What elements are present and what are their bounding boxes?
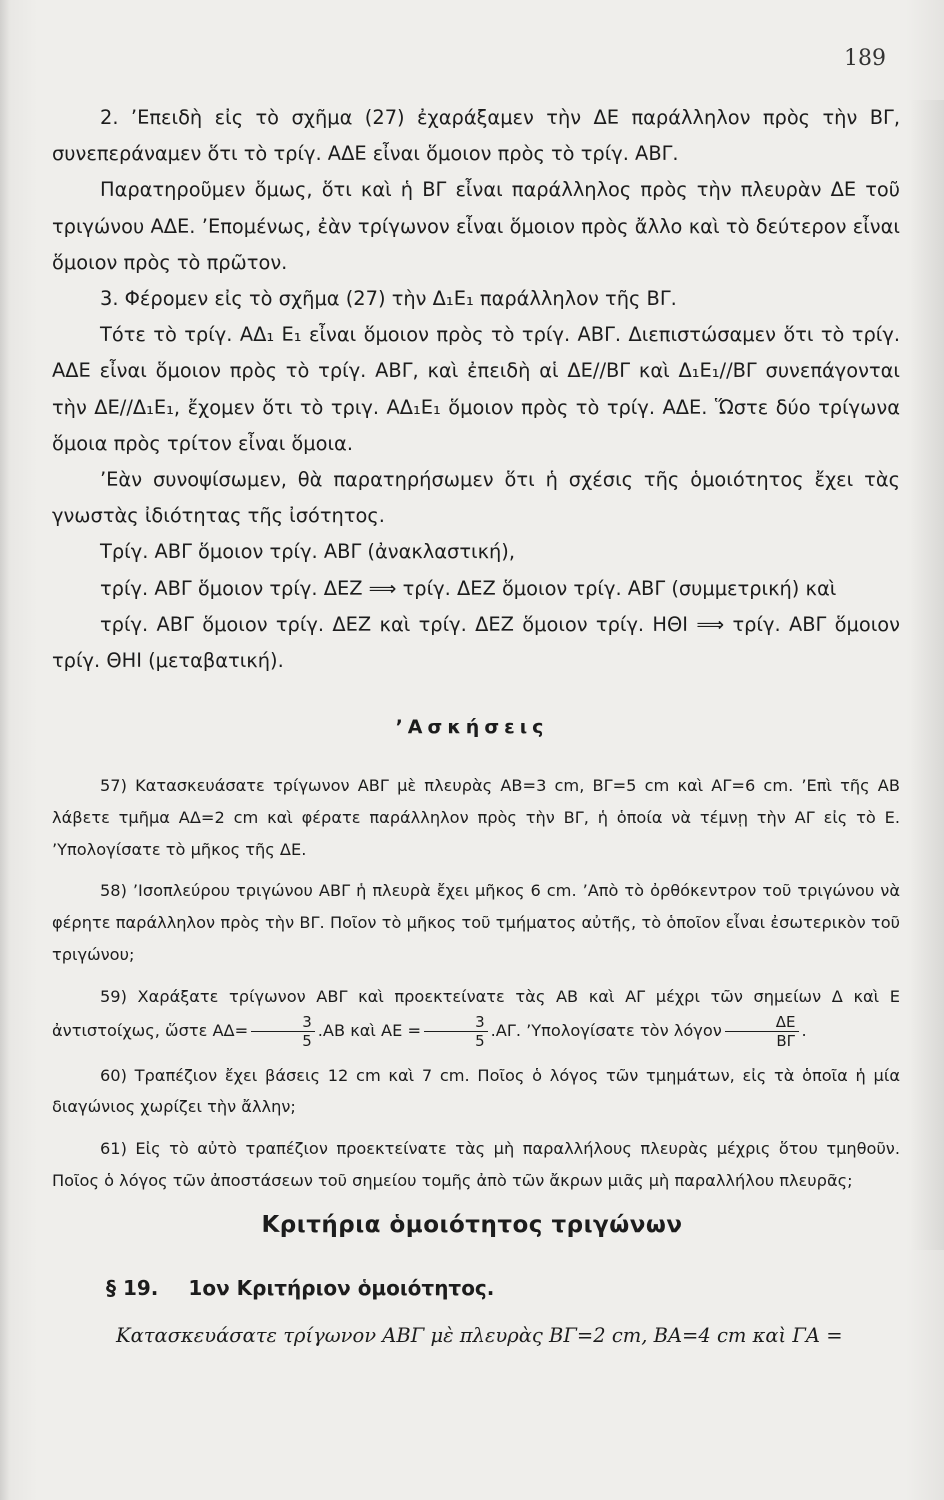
- fraction-denominator: 5: [475, 1031, 485, 1050]
- exercise-59-text-c: .ΑΓ. ’Υπολογίσατε τὸν λόγον: [490, 1020, 722, 1040]
- fraction-numerator: 3: [424, 1013, 488, 1032]
- fraction-denominator: ΒΓ: [776, 1031, 795, 1050]
- exercise-59-text-a: 59) Χαράξατε τρίγωνον ΑΒΓ καὶ προεκτείνατε τὰς ΑΒ καὶ ΑΓ μέχρι τῶν σημείων Δ καὶ Ε ἀντιστοίχως, ὥστε ΑΔ=: [52, 986, 900, 1040]
- fraction-three-fifths: [251, 1013, 315, 1050]
- paragraph-3: 3. Φέρομεν εἰς τὸ σχῆμα (27) τὴν Δ₁Ε₁ παράλληλον τῆς ΒΓ.: [100, 287, 677, 311]
- property-symmetric: τρίγ. ΑΒΓ ὅμοιον τρίγ. ΔΕΖ ⟹ τρίγ. ΔΕΖ ὅμοιον τρίγ. ΑΒΓ (συμμετρική) καὶ: [100, 576, 837, 600]
- property-reflexive: Τρίγ. ΑΒΓ ὅμοιον τρίγ. ΑΒΓ (ἀνακλαστική),: [100, 540, 516, 564]
- property-transitive: τρίγ. ΑΒΓ ὅμοιον τρίγ. ΔΕΖ καὶ τρίγ. ΔΕΖ ὅμοιον τρίγ. ΗΘΙ ⟹ τρίγ. ΑΒΓ ὅμοιον τρίγ. ΘΗΙ (μεταβατική).: [52, 612, 900, 673]
- exercise-59-text-b: .ΑΒ καὶ ΑΕ =: [317, 1020, 422, 1040]
- subsection-title: 1ον Κριτήριον ὁμοιότητος.: [188, 1276, 495, 1300]
- exercise-61: 61) Εἰς τὸ αὐτὸ τραπέζιον προεκτείνατε τὰς μὴ παραλλήλους πλευρὰς μέχρις ὅτου τμηθοῦν. Ποῖος ὁ λόγος τῶν ἀποστάσεων τοῦ σημείου τομῆς ἀπὸ τῶν ἄκρων μιᾶς μὴ παραλλήλου πλευρᾶς;: [52, 1139, 900, 1190]
- paragraph-observation: Παρατηροῦμεν ὅμως, ὅτι καὶ ἡ ΒΓ εἶναι παράλληλος πρὸς τὴν πλευρὰν ΔΕ τοῦ τριγώνου ΑΔΕ. ’Επομένως, ἐὰν τρίγωνον εἶναι ὅμοιον πρὸς ἄλλο καὶ τὸ δεύτερον εἶναι ὅμοιον πρὸς τὸ πρῶτον.: [52, 178, 900, 274]
- page-edge-shadow: [910, 100, 944, 1250]
- page-number: 189: [844, 46, 886, 71]
- exercise-59: [52, 981, 900, 1050]
- fraction-numerator: ΔΕ: [725, 1013, 799, 1032]
- page-gutter-shadow: [0, 0, 10, 1500]
- exercises-heading: ’Ασκήσεις: [395, 716, 549, 738]
- exercise-58: 58) ’Ισοπλεύρου τριγώνου ΑΒΓ ἡ πλευρὰ ἔχει μῆκος 6 cm. ’Απὸ τὸ ὀρθόκεντρον τοῦ τριγώνου νὰ φέρητε παράλληλον πρὸς τὴν ΒΓ. Ποῖον τὸ μῆκος τοῦ τμήματος αὐτῆς, τὸ ὁποῖον εἶναι ἐσωτερικὸν τοῦ τριγώνου;: [52, 881, 900, 964]
- fraction-denominator: 5: [302, 1031, 312, 1050]
- main-text: [52, 100, 900, 679]
- exercises-list: [52, 770, 900, 1207]
- fraction-de-over-bg: [725, 1013, 799, 1050]
- subsection-heading: [106, 1276, 494, 1300]
- paragraph-2: 2. ’Επειδὴ εἰς τὸ σχῆμα (27) ἐχαράξαμεν τὴν ΔΕ παράλληλον πρὸς τὴν ΒΓ, συνεπεράναμεν ὅτι τὸ τρίγ. ΑΔΕ εἶναι ὅμοιον πρὸς τὸ τρίγ. ΑΒΓ.: [52, 106, 900, 166]
- section-title: Κριτήρια ὁμοιότητος τριγώνων: [261, 1212, 683, 1238]
- construction-statement: Κατασκευάσατε τρίγωνον ΑΒΓ μὲ πλευρὰς ΒΓ=2 cm, ΒΑ=4 cm καὶ ΓΑ =: [116, 1324, 843, 1347]
- exercise-59-text-d: .: [801, 1020, 807, 1040]
- fraction-three-fifths: [424, 1013, 488, 1050]
- subsection-number: § 19.: [106, 1276, 159, 1300]
- exercise-57: 57) Κατασκευάσατε τρίγωνον ΑΒΓ μὲ πλευρὰς ΑΒ=3 cm, ΒΓ=5 cm καὶ ΑΓ=6 cm. ’Επὶ τῆς ΑΒ λάβετε τμῆμα ΑΔ=2 cm καὶ φέρατε παράλληλον πρὸς τὴν ΒΓ, ἡ ὁποία νὰ τέμνῃ τὴν ΑΓ εἰς τὸ Ε. ’Υπολογίσατε τὸ μῆκος τῆς ΔΕ.: [52, 776, 900, 859]
- exercise-60: 60) Τραπέζιον ἔχει βάσεις 12 cm καὶ 7 cm. Ποῖος ὁ λόγος τῶν τμημάτων, εἰς τὰ ὁποῖα ἡ μία διαγώνιος χωρίζει τὴν ἄλλην;: [52, 1065, 900, 1117]
- paragraph-summary: ’Εὰν συνοψίσωμεν, θὰ παρατηρήσωμεν ὅτι ἡ σχέσις τῆς ὁμοιότητος ἔχει τὰς γνωστὰς ἰδιότητας τῆς ἰσότητος.: [52, 468, 900, 528]
- fraction-numerator: 3: [251, 1013, 315, 1032]
- paragraph-transitivity: Τότε τὸ τρίγ. ΑΔ₁ Ε₁ εἶναι ὅμοιον πρὸς τὸ τρίγ. ΑΒΓ. Διεπιστώσαμεν ὅτι τὸ τρίγ. ΑΔΕ εἶναι ὅμοιον πρὸς τὸ τρίγ. ΑΒΓ, καὶ ἐπειδὴ αἱ ΔΕ//ΒΓ καὶ Δ₁Ε₁//ΒΓ συνεπάγονται τὴν ΔΕ//Δ₁Ε₁, ἔχομεν ὅτι τὸ τριγ. ΑΔ₁Ε₁ ὅμοιον πρὸς τὸ τρίγ. ΑΔΕ. Ὥστε δύο τρίγωνα ὅμοια πρὸς τρίτον εἶναι ὅμοια.: [52, 323, 900, 455]
